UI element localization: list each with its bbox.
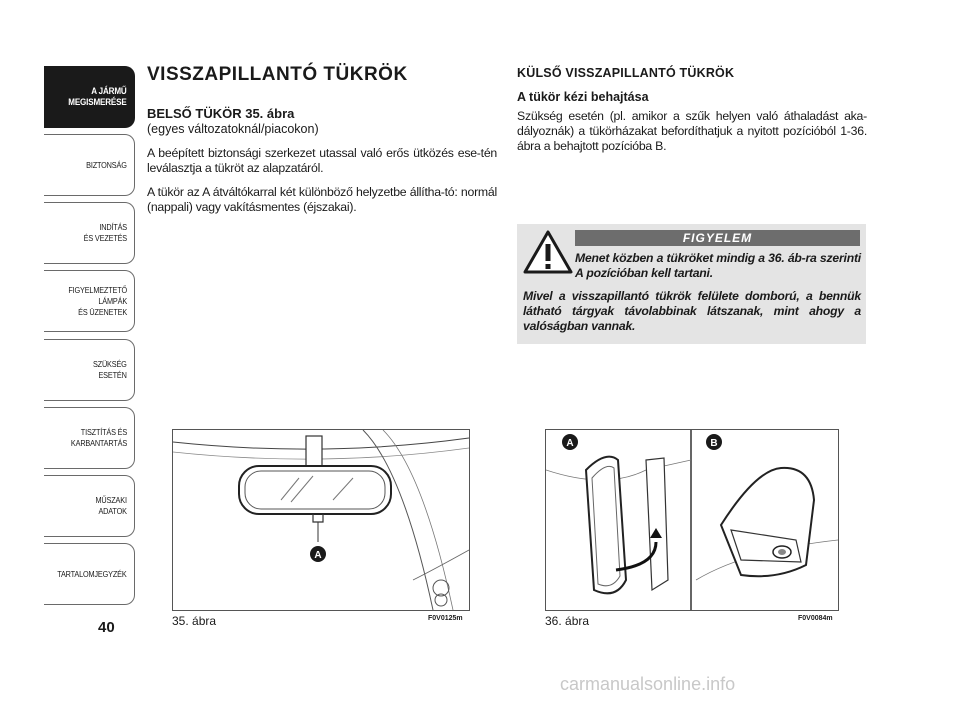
page-title: VISSZAPILLANTÓ TÜKRÖK bbox=[147, 64, 408, 85]
tab-szukseg-eseten[interactable] bbox=[44, 339, 135, 401]
warning-triangle-icon bbox=[523, 230, 573, 274]
figure-caption: 36. ábra bbox=[545, 614, 590, 628]
paragraph: Szükség esetén (pl. amikor a szűk helyen való áthaladást aka-dályoznák) a tükörházakat befordíthatjuk a nyitott pozícióból 1-36. ábra a behajtott pozícióba B. bbox=[517, 109, 867, 153]
left-column bbox=[147, 64, 497, 224]
figure-code: F0V0084m bbox=[798, 615, 833, 622]
section-heading-inner-mirror: BELSŐ TÜKÖR 35. ábra bbox=[147, 106, 295, 121]
section-heading-outer-mirrors: KÜLSŐ VISSZAPILLANTÓ TÜKRÖK bbox=[517, 66, 735, 80]
outer-mirror-illustration bbox=[546, 430, 838, 610]
tab-label: A JÁRMŰ MEGISMERÉSE bbox=[68, 86, 127, 108]
paragraph: A tükör az A átváltókarral két különböző helyzetbe állítha-tó: normál (nappali) vagy vakításmentes (éjszakai). bbox=[147, 185, 497, 214]
tab-biztonsag[interactable] bbox=[44, 134, 135, 196]
figure-code: F0V0125m bbox=[428, 615, 463, 622]
figure-36-outer-mirror bbox=[545, 429, 839, 611]
tab-label: FIGYELMEZTETŐ LÁMPÁK ÉS ÜZENETEK bbox=[68, 284, 127, 317]
marker-b: B bbox=[710, 438, 718, 449]
tab-label: INDÍTÁS ÉS VEZETÉS bbox=[83, 222, 127, 243]
tab-label: BIZTONSÁG bbox=[86, 159, 127, 170]
figure-caption: 35. ábra bbox=[172, 614, 217, 628]
paragraph: A beépített biztonsági szerkezet utassal való erős ütközés ese-tén leválasztja a tükröt az alapzatáról. bbox=[147, 146, 497, 175]
warning-header: FIGYELEM bbox=[575, 230, 860, 246]
tab-figyelmezteto-lampak[interactable] bbox=[44, 270, 135, 332]
subsection-heading: A tükör kézi behajtása bbox=[517, 90, 649, 104]
tab-muszaki-adatok[interactable] bbox=[44, 475, 135, 537]
marker-a: A bbox=[566, 438, 574, 449]
inner-mirror-illustration bbox=[173, 430, 469, 610]
tab-label: SZÜKSÉG ESETÉN bbox=[93, 359, 127, 380]
tab-inditas-es-vezetes[interactable] bbox=[44, 202, 135, 264]
tab-tartalomjegyzek[interactable] bbox=[44, 543, 135, 605]
watermark: carmanualsonline.info bbox=[560, 674, 736, 694]
tab-label: MŰSZAKI ADATOK bbox=[95, 495, 127, 516]
section-note: (egyes változatoknál/piacokon) bbox=[147, 122, 319, 136]
figure-35-inner-mirror bbox=[172, 429, 470, 611]
marker-a: A bbox=[314, 550, 322, 561]
warning-box bbox=[517, 224, 866, 344]
page-number: 40 bbox=[98, 619, 115, 636]
warning-text: Menet közben a tükröket mindig a 36. áb-ra szerinti A pozícióban kell tartani. bbox=[575, 251, 861, 280]
warning-text: Mivel a visszapillantó tükrök felülete domború, a bennük látható tárgyak távolabbinak látszanak, mint ahogy a valóságban vannak. bbox=[523, 289, 861, 333]
tab-label: TISZTÍTÁS ÉS KARBANTARTÁS bbox=[70, 427, 127, 448]
tab-tisztitas-es-karbantartas[interactable] bbox=[44, 407, 135, 469]
right-column bbox=[517, 66, 867, 163]
tab-jarmu-megismerese[interactable] bbox=[44, 66, 135, 128]
tab-label: TARTALOMJEGYZÉK bbox=[57, 568, 127, 579]
